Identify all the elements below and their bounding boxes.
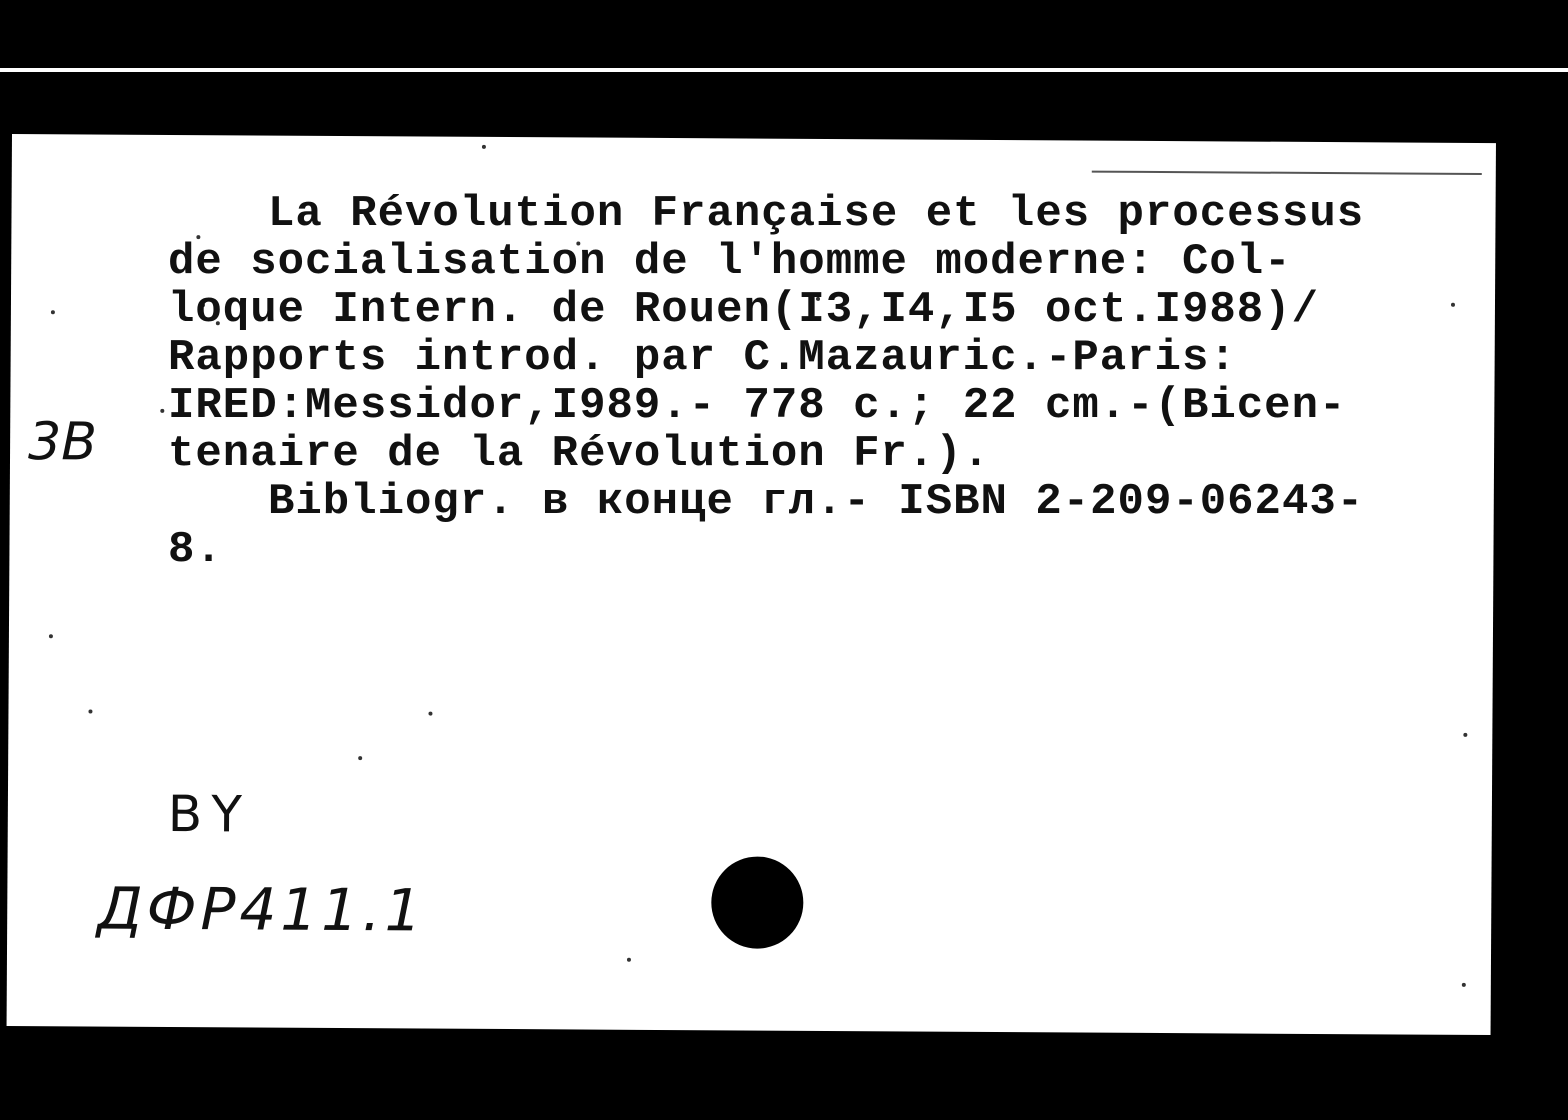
speck xyxy=(1462,983,1466,987)
punch-hole xyxy=(711,856,804,949)
entry-line: 8. xyxy=(168,526,223,574)
card-edge-line xyxy=(1092,171,1482,175)
speck xyxy=(88,709,92,713)
speck xyxy=(160,409,164,413)
handwritten-classification-code: ДФР411.1 xyxy=(97,874,426,945)
top-rule xyxy=(0,68,1568,72)
speck xyxy=(51,310,55,314)
entry-line: Rapports introd. par C.Mazauric.-Paris: xyxy=(168,334,1237,382)
entry-line: de socialisation de l'homme moderne: Col- xyxy=(168,238,1292,286)
entry-line: Bibliogr. в конце гл.- ISBN 2-209-06243- xyxy=(268,478,1365,526)
entry-line: La Révolution Française et les processus xyxy=(268,190,1365,238)
entry-line: IRED:Messidor,I989.- 778 c.; 22 cm.-(Bicen- xyxy=(168,382,1347,430)
entry-line: tenaire de la Révolution Fr.). xyxy=(168,430,991,478)
speck xyxy=(482,145,486,149)
speck xyxy=(49,634,53,638)
speck xyxy=(627,958,631,962)
handwritten-by: BY xyxy=(167,784,255,844)
speck xyxy=(1463,733,1467,737)
typed-bibliographic-entry xyxy=(168,190,1488,574)
speck xyxy=(358,756,362,760)
shelf-mark-handwritten: 3B xyxy=(27,412,98,473)
speck xyxy=(428,712,432,716)
entry-line: loque Intern. de Rouen(I3,I4,I5 oct.I988)/ xyxy=(168,286,1319,334)
